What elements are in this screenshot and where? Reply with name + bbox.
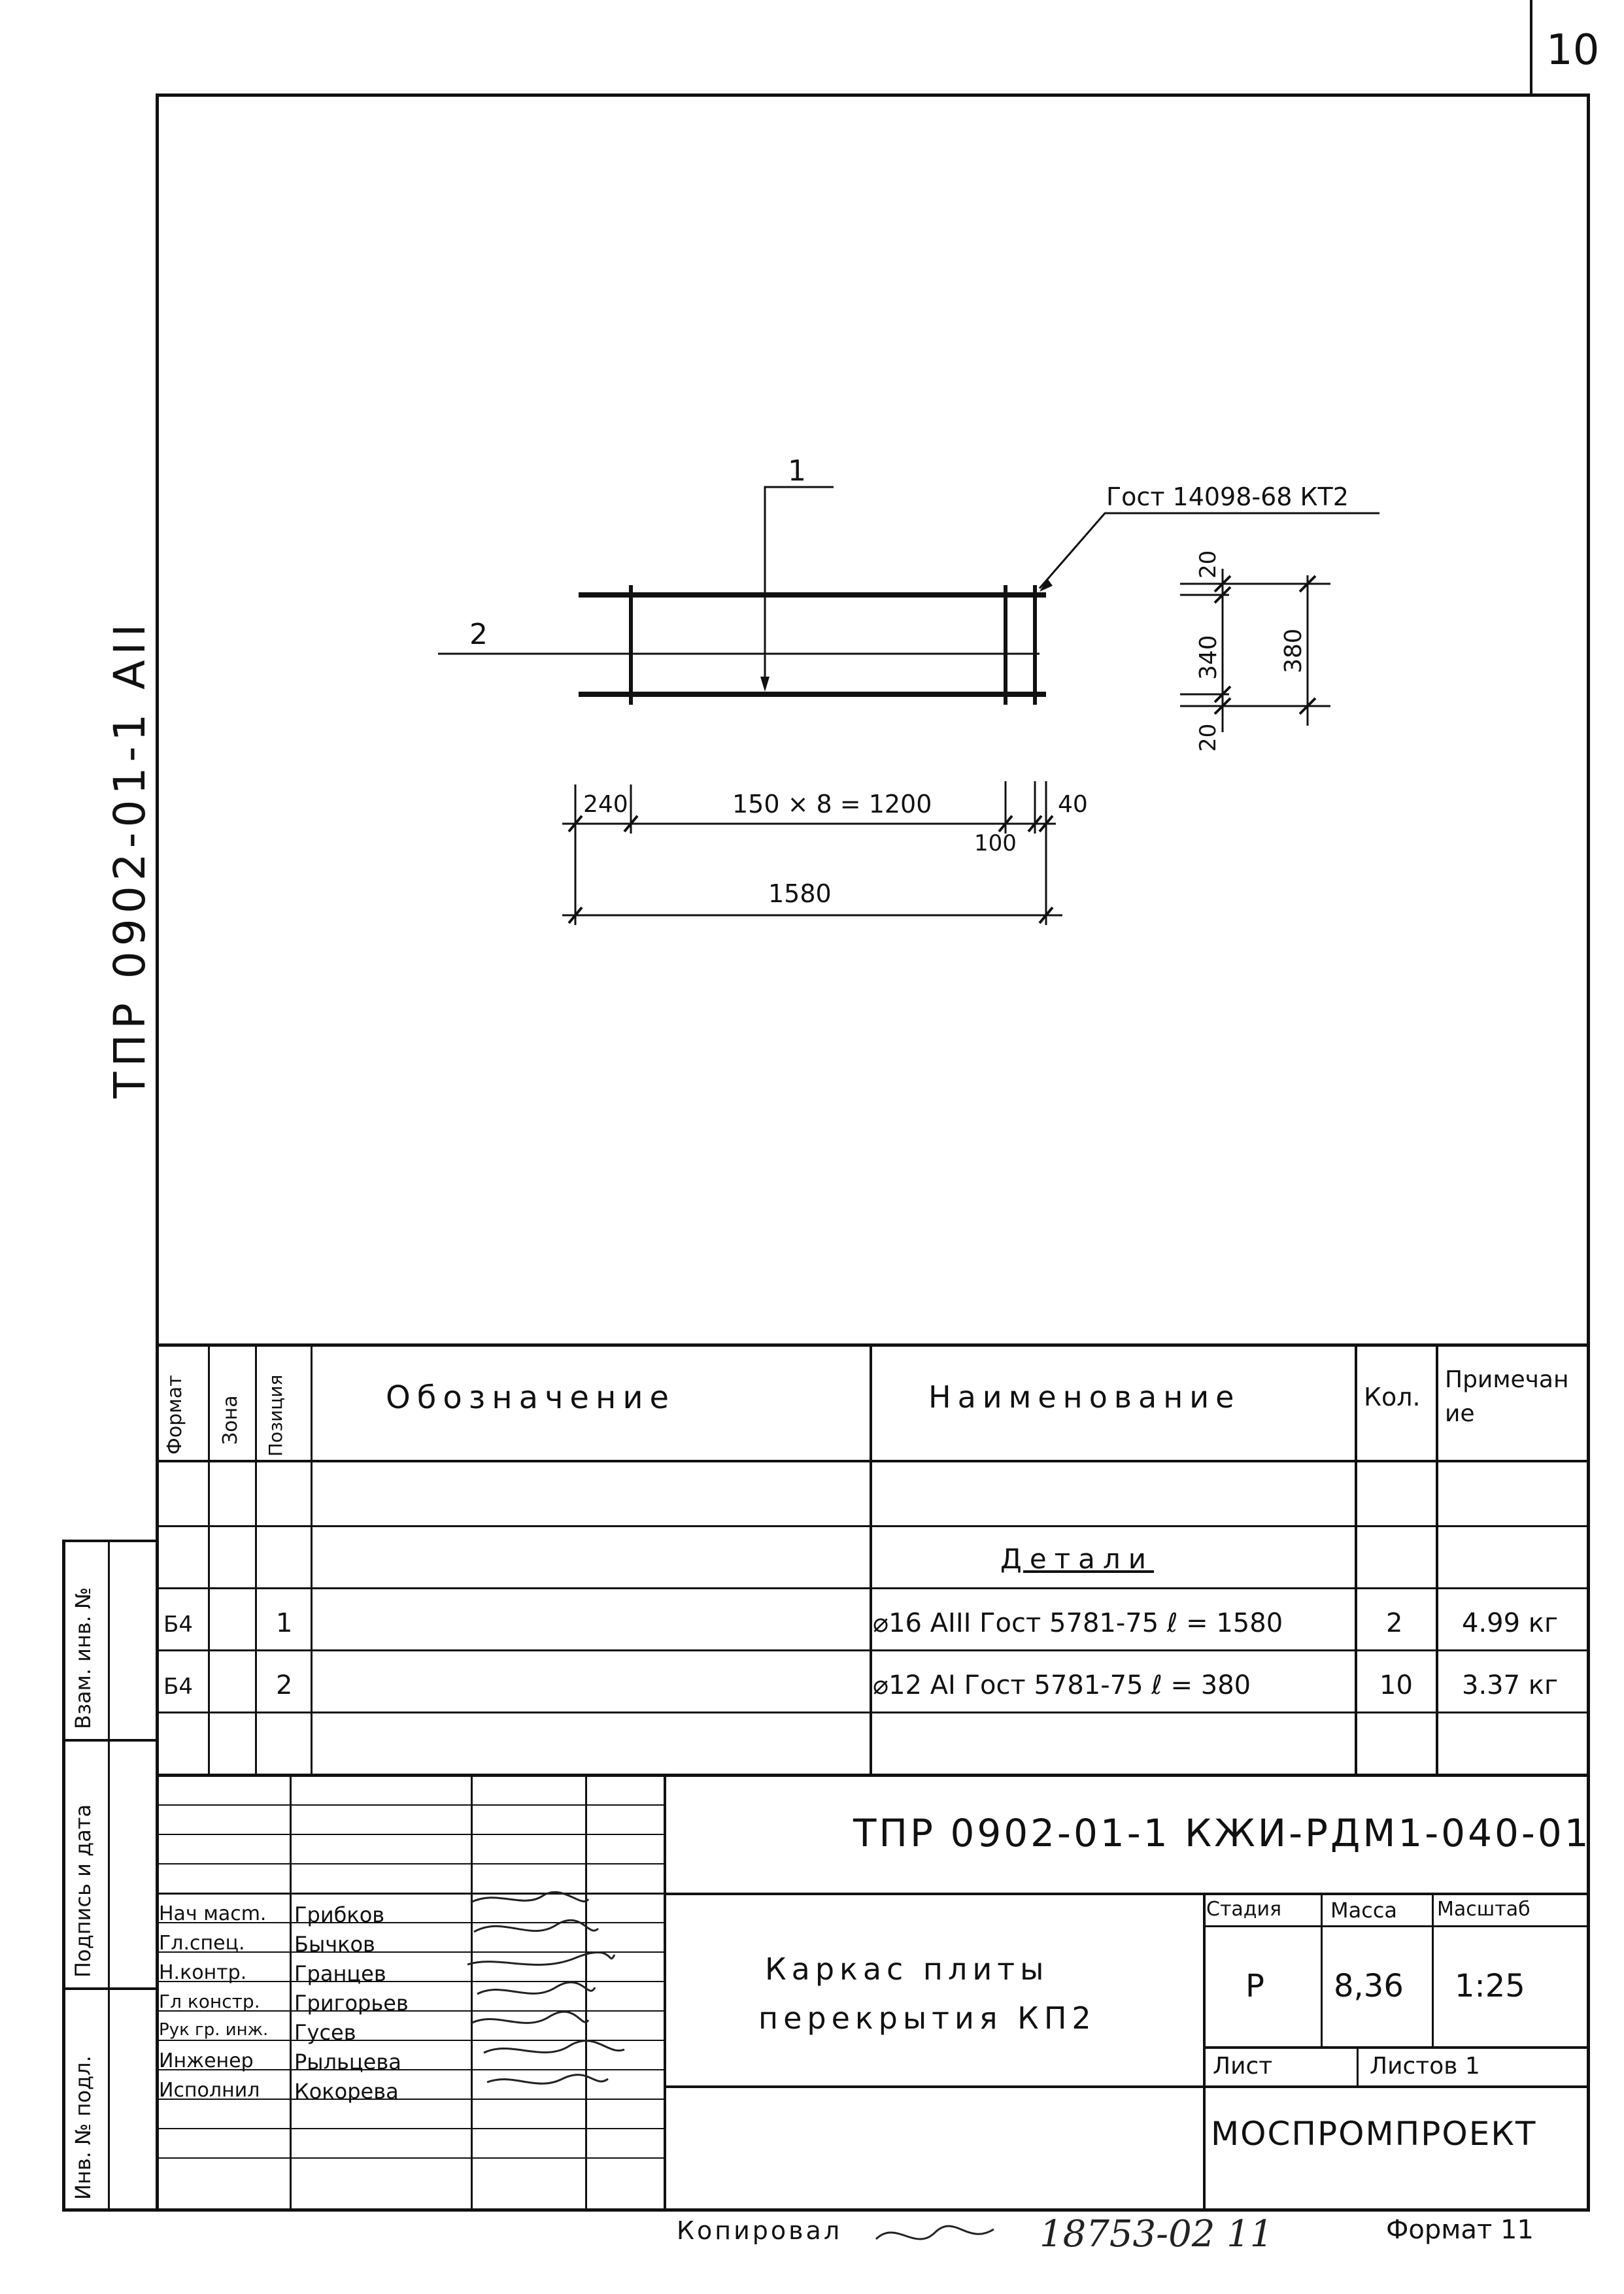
header-qty: Кол. bbox=[1364, 1383, 1421, 1411]
header-designation: Обозначение bbox=[386, 1379, 676, 1416]
dimension-bottom-20: 20 bbox=[1195, 723, 1221, 752]
signer-name: Гранцев bbox=[294, 1961, 386, 1986]
dimension-380: 380 bbox=[1280, 628, 1307, 673]
row-qty: 2 bbox=[1386, 1608, 1403, 1638]
mass-label: Масса bbox=[1330, 1898, 1398, 1923]
row-name: ⌀12 АI Гост 5781-75 ℓ = 380 bbox=[873, 1670, 1251, 1700]
signer-role: Нач масm. bbox=[159, 1902, 267, 1925]
vzam-inv-label: Взам. инв. № bbox=[71, 1587, 95, 1729]
leader-line-1 bbox=[765, 487, 834, 686]
page-number: 10 bbox=[1546, 26, 1600, 75]
signer-name: Кокорева bbox=[294, 2079, 399, 2104]
signer-name: Гусев bbox=[294, 2020, 356, 2045]
callout-label-2: 2 bbox=[469, 618, 488, 651]
order-number: 18753-02 11 bbox=[1040, 2213, 1274, 2255]
title-line-2: перекрытия КП2 bbox=[758, 2000, 1096, 2036]
signer-name: Рыльцева bbox=[294, 2049, 401, 2074]
signer-role: Исполнил bbox=[159, 2079, 260, 2102]
weld-note: Гост 14098-68 КТ2 bbox=[1106, 482, 1349, 511]
stage-label: Стадия bbox=[1206, 1898, 1282, 1921]
row-qty: 10 bbox=[1379, 1670, 1413, 1700]
section-title: Детали bbox=[1000, 1543, 1154, 1575]
organization-name: МОСПРОМПРОЕКТ bbox=[1211, 2115, 1537, 2153]
signer-role: Н.контр. bbox=[159, 1961, 247, 1984]
signer-name: Бычков bbox=[294, 1932, 375, 1957]
row-format: Б4 bbox=[163, 1674, 193, 1700]
signature-date-label: Подпись и дата bbox=[71, 1804, 95, 1978]
signer-name: Григорьев bbox=[294, 1991, 409, 2016]
header-format: Формат bbox=[163, 1375, 186, 1455]
mass-value: 8,36 bbox=[1334, 1968, 1404, 2004]
row-note: 3.37 кг bbox=[1462, 1670, 1558, 1700]
row-format: Б4 bbox=[163, 1611, 193, 1638]
signer-name: Грибков bbox=[294, 1902, 385, 1927]
signer-role: Инженер bbox=[159, 2049, 254, 2072]
document-code: ТПР 0902-01-1 КЖИ-РДМ1-040-01 bbox=[853, 1811, 1591, 1855]
dimension-340: 340 bbox=[1195, 635, 1222, 680]
format-label: Формат 11 bbox=[1386, 2215, 1534, 2245]
row-position: 2 bbox=[276, 1670, 293, 1700]
dimension-240: 240 bbox=[583, 791, 628, 818]
scale-label: Масштаб bbox=[1437, 1898, 1531, 1921]
sheet-label: Лист bbox=[1213, 2053, 1273, 2080]
row-name: ⌀16 АIII Гост 5781-75 ℓ = 1580 bbox=[873, 1608, 1283, 1638]
sheets-count-label: Листов 1 bbox=[1370, 2053, 1480, 2080]
dimension-top-20: 20 bbox=[1195, 550, 1221, 579]
signer-role: Гл констр. bbox=[159, 1991, 260, 2012]
row-position: 1 bbox=[276, 1608, 293, 1638]
callout-label-1: 1 bbox=[788, 454, 806, 488]
dimension-40: 40 bbox=[1058, 791, 1088, 818]
header-position: Позиция bbox=[265, 1374, 286, 1457]
header-zone: Зона bbox=[219, 1395, 242, 1445]
header-name: Наименование bbox=[928, 1379, 1241, 1415]
stage-value: Р bbox=[1245, 1968, 1264, 2004]
dimension-total: 1580 bbox=[768, 879, 832, 908]
copied-by-label: Копировал bbox=[677, 2216, 843, 2245]
scale-value: 1:25 bbox=[1455, 1968, 1525, 2004]
rebar-cage-drawing bbox=[0, 0, 1624, 981]
header-note: Примечание bbox=[1445, 1366, 1569, 1427]
side-document-code: ТПР 0902-01-1 АII bbox=[105, 618, 155, 1098]
row-note: 4.99 кг bbox=[1462, 1608, 1558, 1638]
title-line-1: Каркас плиты bbox=[765, 1951, 1049, 1987]
dimension-spacing: 150 × 8 = 1200 bbox=[732, 790, 932, 818]
dimension-100: 100 bbox=[974, 830, 1017, 856]
signer-role: Рук гр. инж. bbox=[159, 2020, 269, 2040]
handwritten-signatures bbox=[458, 1889, 628, 2112]
inv-podl-label: Инв. № подл. bbox=[71, 2055, 95, 2200]
signer-role: Гл.спец. bbox=[159, 1932, 245, 1955]
copier-signature bbox=[870, 2213, 1000, 2259]
